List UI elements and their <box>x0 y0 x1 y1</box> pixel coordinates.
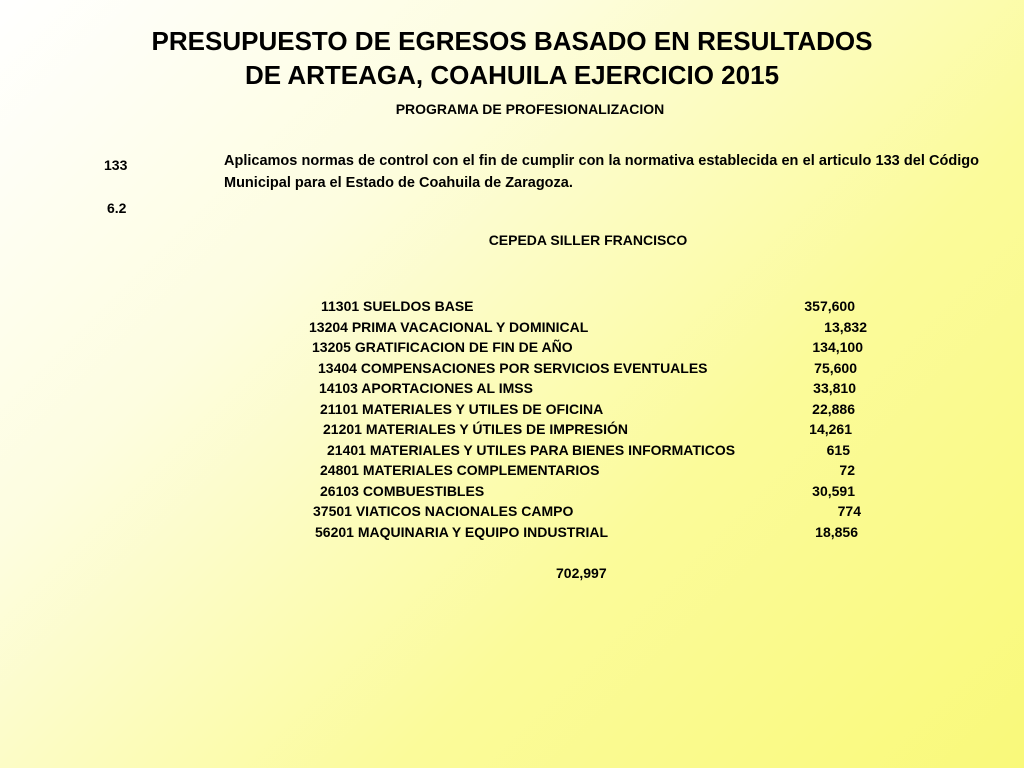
item-label: 21401 MATERIALES Y UTILES PARA BIENES INFORMATICOS <box>327 442 736 458</box>
item-label: 11301 SUELDOS BASE <box>321 298 474 314</box>
list-item <box>0 319 1024 339</box>
item-amount: 72 <box>839 462 855 478</box>
item-amount: 134,100 <box>812 339 863 355</box>
item-amount: 75,600 <box>814 360 857 376</box>
article-code: 133 <box>104 157 128 173</box>
item-amount: 774 <box>837 503 861 519</box>
item-amount: 22,886 <box>812 401 855 417</box>
list-item <box>0 421 1024 441</box>
item-label: 37501 VIATICOS NACIONALES CAMPO <box>313 503 574 519</box>
list-item <box>0 503 1024 523</box>
item-amount: 30,591 <box>812 483 855 499</box>
item-amount: 18,856 <box>815 524 858 540</box>
budget-items-list <box>0 298 1024 548</box>
item-label: 13205 GRATIFICACION DE FIN DE AÑO <box>312 339 573 355</box>
page-title <box>0 24 1024 92</box>
list-item <box>0 298 1024 318</box>
program-description: Aplicamos normas de control con el fin de cumplir con la normativa establecida en el articulo 133 del Código Municipal para el Estado de Coahuila de Zaragoza. <box>224 153 979 191</box>
list-item <box>0 462 1024 482</box>
item-label: 13204 PRIMA VACACIONAL Y DOMINICAL <box>309 319 589 335</box>
section-code: 6.2 <box>107 200 127 216</box>
list-item <box>0 339 1024 359</box>
title-line-1: PRESUPUESTO DE EGRESOS BASADO EN RESULTADOS <box>151 26 873 56</box>
item-amount: 13,832 <box>824 319 867 335</box>
list-item <box>0 401 1024 421</box>
list-item <box>0 483 1024 503</box>
item-label: 14103 APORTACIONES AL IMSS <box>319 380 533 396</box>
item-label: 26103 COMBUESTIBLES <box>320 483 485 499</box>
list-item <box>0 360 1024 380</box>
item-label: 13404 COMPENSACIONES POR SERVICIOS EVENTUALES <box>318 360 708 376</box>
title-line-2: DE ARTEAGA, COAHUILA EJERCICIO 2015 <box>244 60 780 90</box>
item-label: 21101 MATERIALES Y UTILES DE OFICINA <box>320 401 604 417</box>
item-label: 24801 MATERIALES COMPLEMENTARIOS <box>320 462 600 478</box>
program-name: PROGRAMA DE PROFESIONALIZACION <box>395 101 665 117</box>
item-amount: 357,600 <box>804 298 855 314</box>
item-amount: 14,261 <box>809 421 852 437</box>
item-amount: 615 <box>826 442 850 458</box>
total-amount: 702,997 <box>556 565 607 581</box>
item-amount: 33,810 <box>813 380 856 396</box>
responsible-name: CEPEDA SILLER FRANCISCO <box>488 232 688 248</box>
list-item <box>0 442 1024 462</box>
item-label: 56201 MAQUINARIA Y EQUIPO INDUSTRIAL <box>315 524 609 540</box>
list-item <box>0 380 1024 400</box>
list-item <box>0 524 1024 544</box>
item-label: 21201 MATERIALES Y ÚTILES DE IMPRESIÓN <box>323 421 628 437</box>
